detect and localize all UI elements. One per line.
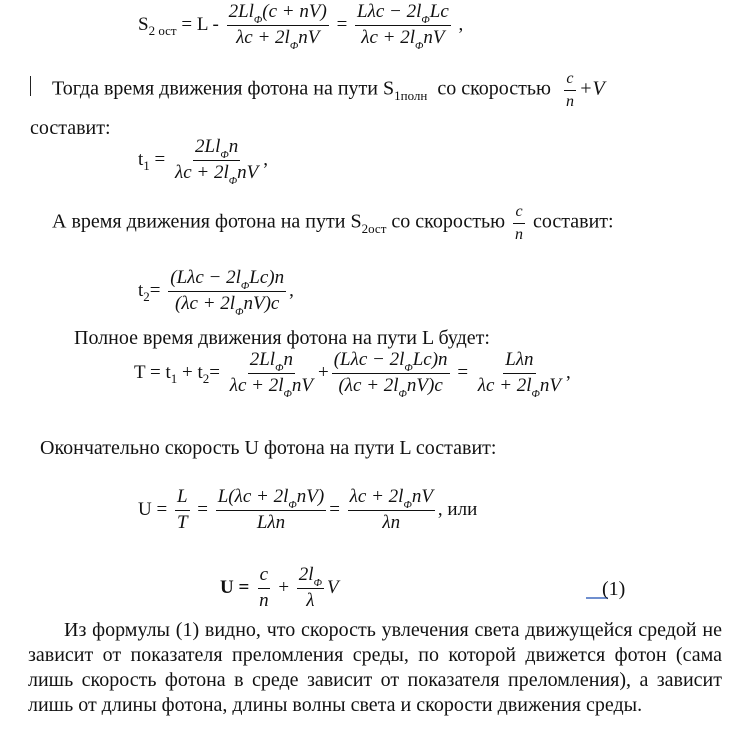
U2-lhs: U = bbox=[220, 576, 250, 598]
text-line-2: составит: bbox=[30, 117, 111, 139]
s2-subscript: 2 ост bbox=[148, 22, 177, 38]
U1-eq2: = bbox=[329, 498, 340, 520]
phi-subscript: Φ bbox=[288, 499, 297, 511]
formula-total-time bbox=[134, 349, 571, 400]
t1-fraction bbox=[173, 136, 260, 187]
formula-t2 bbox=[138, 267, 294, 318]
U2-f1-den: n bbox=[259, 589, 269, 611]
t2-den: (λc + 2l bbox=[175, 292, 236, 314]
line3-sub: 2ост bbox=[361, 220, 387, 236]
text-line-1 bbox=[52, 70, 605, 110]
phi-subscript: Φ bbox=[283, 387, 292, 400]
T-fraction-1 bbox=[228, 349, 315, 400]
T-f3-den-tail: nV bbox=[539, 374, 562, 396]
T-comma: , bbox=[566, 361, 571, 383]
t2-eq: = bbox=[149, 279, 161, 301]
t1-num-tail: n bbox=[228, 136, 239, 157]
U1-f3-den: λn bbox=[382, 511, 401, 533]
t1-eq: = bbox=[154, 148, 166, 170]
phi-subscript: Φ bbox=[531, 387, 540, 400]
t2-symbol: t bbox=[138, 279, 144, 301]
phi-subscript: Φ bbox=[235, 305, 244, 318]
line3-fraction bbox=[513, 203, 525, 243]
frac-num: c bbox=[564, 70, 575, 91]
U1-f3-num: λc + 2l bbox=[349, 486, 404, 507]
T-f2-num-tail: Lc)n bbox=[412, 349, 448, 370]
s2-f1-num-tail: (c + nV) bbox=[262, 1, 327, 22]
T-plus: + t bbox=[177, 361, 203, 383]
T-sub1: 1 bbox=[170, 370, 178, 386]
U1-eq: = bbox=[197, 498, 208, 520]
s2-f1-den-tail: nV bbox=[298, 26, 320, 48]
line1-text-b: со скоростью bbox=[437, 77, 551, 100]
U2-fraction-1 bbox=[257, 565, 271, 612]
phi-subscript: Φ bbox=[313, 577, 322, 589]
t2-den-tail: nV)c bbox=[243, 292, 280, 314]
s2-eq: = L - bbox=[181, 13, 219, 35]
s2-f2-den: λc + 2l bbox=[361, 26, 416, 48]
text-line-3 bbox=[52, 203, 614, 243]
phi-subscript: Φ bbox=[404, 362, 413, 374]
frac-num: c bbox=[513, 203, 524, 224]
text-line-5: Окончательно скорость U фотона на пути L составит: bbox=[40, 437, 497, 459]
U1-f1-den: T bbox=[176, 511, 188, 533]
phi-subscript: Φ bbox=[275, 362, 284, 374]
text-cursor bbox=[30, 76, 31, 96]
U2-v: V bbox=[326, 576, 339, 598]
t1-sub: 1 bbox=[143, 157, 150, 173]
phi-subscript: Φ bbox=[240, 280, 250, 292]
formula-u-derivation bbox=[138, 487, 477, 534]
U2-plus: + bbox=[278, 576, 290, 598]
U1-fraction-1 bbox=[175, 487, 190, 534]
T-f1-den-tail: nV bbox=[291, 374, 313, 396]
U2-fraction-2 bbox=[297, 565, 324, 612]
U1-tail: , или bbox=[437, 498, 478, 520]
s2-eq2: = bbox=[336, 13, 348, 35]
phi-subscript: Φ bbox=[228, 174, 238, 187]
T-f3-den: λc + 2l bbox=[477, 374, 532, 396]
T-fraction-2 bbox=[332, 349, 450, 400]
U1-f1-num: L bbox=[175, 487, 190, 511]
U2-f1-num: c bbox=[258, 565, 270, 589]
U1-f2-num-tail: nV) bbox=[296, 486, 325, 507]
frac-den: n bbox=[515, 225, 524, 243]
s2-comma: , bbox=[458, 13, 464, 35]
U2-f2-num: 2l bbox=[298, 564, 314, 585]
conclusion-paragraph: Из формулы (1) видно, что скорость увлечения света движущейся средой не зависит от показателя преломления среды, по которой движется фотон (сама лишь скорость фотона в среде зависит от показателя преломления), а зависит лишь от длины фотона, длины волны света и скорости движения среды. bbox=[28, 619, 722, 716]
text-line-4: Полное время движения фотона на пути L будет: bbox=[74, 327, 490, 349]
phi-subscript: Φ bbox=[289, 39, 299, 52]
formula-s2-remaining bbox=[138, 1, 464, 52]
U2-f2-den: λ bbox=[306, 589, 315, 611]
T-f2-num: (Lλc − 2l bbox=[333, 349, 405, 370]
t2-comma: , bbox=[289, 279, 294, 301]
s2-f2-num-tail: Lc bbox=[429, 1, 449, 22]
s2-f2-den-tail: nV bbox=[423, 26, 445, 48]
phi-subscript: Φ bbox=[403, 499, 412, 511]
T-lhs: T = t bbox=[134, 361, 171, 383]
line1-subscript: 1полн bbox=[394, 87, 428, 103]
line3-text-b: со скоростью bbox=[391, 210, 506, 233]
phi-subscript: Φ bbox=[220, 149, 229, 161]
T-sub2: 2 bbox=[202, 370, 210, 386]
line1-text: Тогда время движения фотона на пути S bbox=[52, 77, 395, 100]
U1-f2-num: L(λc + 2l bbox=[217, 486, 289, 507]
t1-comma: , bbox=[263, 148, 268, 170]
phi-subscript: Φ bbox=[253, 14, 263, 26]
s2-fraction-2 bbox=[355, 1, 451, 52]
phi-subscript: Φ bbox=[415, 39, 424, 52]
line1-fraction bbox=[564, 70, 576, 110]
U1-fraction-2 bbox=[216, 487, 326, 534]
T-plus2: + bbox=[317, 361, 329, 383]
t2-fraction bbox=[168, 267, 286, 318]
phi-subscript: Φ bbox=[421, 14, 430, 26]
t1-den-tail: nV bbox=[237, 161, 259, 183]
formula-u-final bbox=[220, 565, 339, 612]
T-fraction-3 bbox=[476, 349, 563, 400]
s2-symbol: S bbox=[138, 13, 149, 35]
s2-f1-num: 2Ll bbox=[228, 1, 254, 22]
T-f1-num: 2Ll bbox=[249, 349, 276, 370]
s2-fraction-1 bbox=[227, 1, 329, 52]
U1-fraction-3 bbox=[348, 487, 435, 534]
T-f2-den-tail: nV)c bbox=[406, 374, 443, 396]
formula-t1 bbox=[138, 136, 268, 187]
t2-num-tail: Lc)n bbox=[249, 267, 285, 288]
t2-num: (Lλc − 2l bbox=[170, 267, 241, 288]
T-eq: = bbox=[209, 361, 220, 383]
frac-den: n bbox=[565, 92, 574, 110]
T-f3-num: Lλn bbox=[503, 350, 535, 374]
T-f2-den: (λc + 2l bbox=[338, 374, 399, 396]
s2-f1-den: λc + 2l bbox=[236, 26, 290, 48]
U1-f2-den: Lλn bbox=[256, 511, 286, 533]
equation-number: (1) bbox=[602, 578, 626, 600]
line3-text-c: составит: bbox=[533, 210, 614, 233]
U1-f3-num-tail: nV bbox=[411, 486, 433, 507]
T-f1-den: λc + 2l bbox=[229, 374, 284, 396]
phi-subscript: Φ bbox=[398, 387, 407, 400]
T-eq2: = bbox=[457, 361, 469, 383]
s2-f2-num: Lλc − 2l bbox=[357, 1, 422, 22]
U1-lhs: U = bbox=[138, 498, 168, 520]
t1-den: λc + 2l bbox=[175, 161, 229, 183]
T-f1-num-tail: n bbox=[283, 349, 293, 370]
t2-sub: 2 bbox=[143, 288, 150, 304]
line1-tail: +V bbox=[578, 77, 605, 100]
t1-num: 2Ll bbox=[195, 136, 221, 157]
line3-text: А время движения фотона на пути S bbox=[52, 210, 362, 233]
t1-symbol: t bbox=[138, 148, 144, 170]
